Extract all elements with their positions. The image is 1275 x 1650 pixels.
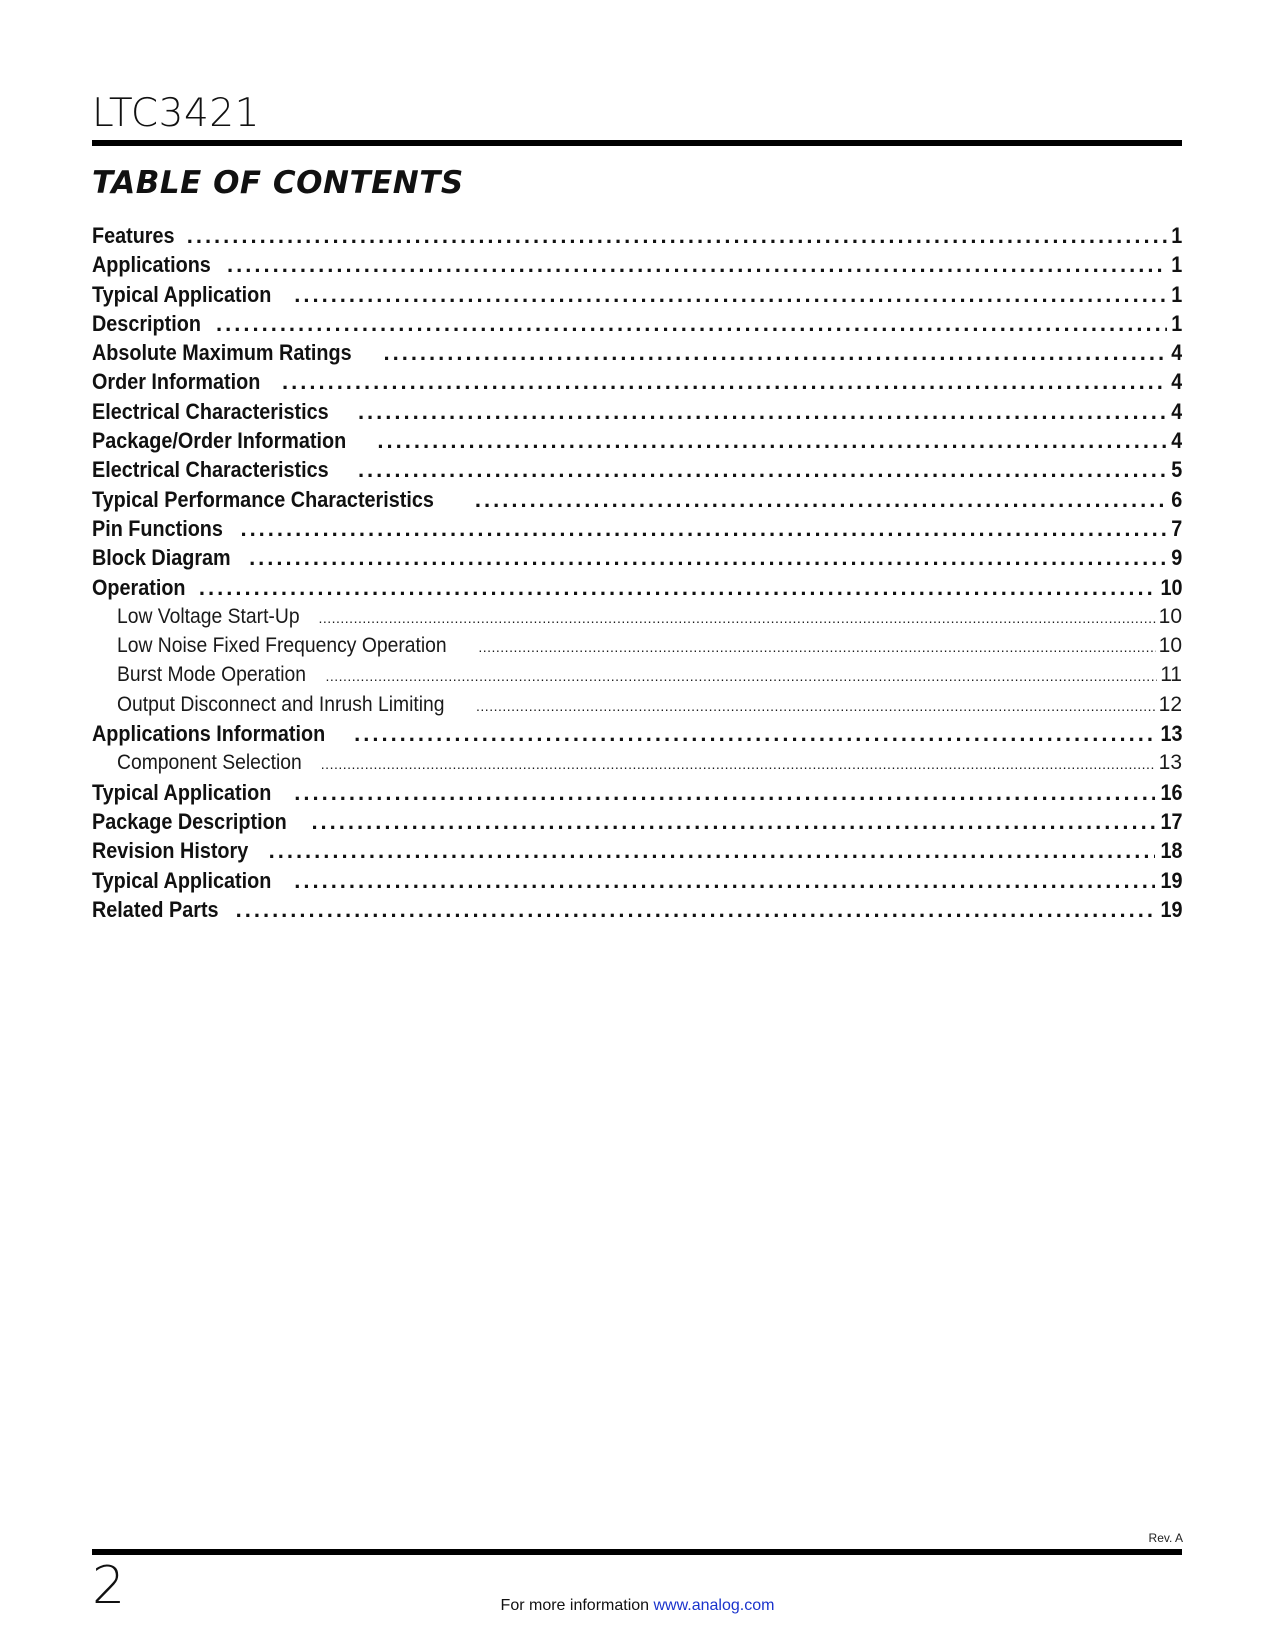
toc-entry-page: 4 bbox=[1170, 369, 1182, 395]
toc-entry[interactable] bbox=[92, 836, 1182, 865]
dot-leader bbox=[377, 426, 1166, 455]
toc-entry-label: Low Voltage Start-Up bbox=[117, 604, 300, 628]
toc-subentry[interactable] bbox=[92, 660, 1182, 689]
toc-entry-label: Electrical Characteristics bbox=[92, 398, 329, 424]
toc-entry-label: Operation bbox=[92, 574, 186, 600]
footer-info bbox=[0, 1597, 1275, 1615]
toc-subentry[interactable] bbox=[92, 690, 1182, 719]
toc-entry[interactable] bbox=[92, 895, 1182, 924]
toc-entry-label: Typical Application bbox=[92, 779, 272, 805]
dot-leader bbox=[236, 895, 1155, 924]
toc-entry-page: 11 bbox=[1160, 663, 1182, 687]
toc-subentry[interactable] bbox=[92, 631, 1182, 660]
dot-leader bbox=[358, 455, 1167, 484]
dot-leader bbox=[383, 338, 1166, 367]
toc-entry-page: 4 bbox=[1170, 428, 1182, 454]
toc-entry-label: Output Disconnect and Inrush Limiting bbox=[117, 692, 445, 716]
toc-entry-page: 19 bbox=[1159, 896, 1182, 922]
toc-entry[interactable] bbox=[92, 397, 1182, 426]
dot-leader bbox=[321, 748, 1156, 777]
header-rule bbox=[92, 140, 1182, 146]
toc-entry-label: Applications Information bbox=[92, 721, 326, 747]
page-title: TABLE OF CONTENTS bbox=[92, 165, 464, 201]
dot-leader bbox=[216, 309, 1167, 338]
toc-entry[interactable] bbox=[92, 455, 1182, 484]
toc-entry-page: 9 bbox=[1170, 545, 1182, 571]
toc-entry[interactable] bbox=[92, 221, 1182, 250]
toc-entry-label: Component Selection bbox=[117, 751, 302, 775]
toc-entry-page: 6 bbox=[1170, 486, 1182, 512]
toc-entry-page: 16 bbox=[1159, 779, 1182, 805]
toc-entry-label: Typical Application bbox=[92, 867, 272, 893]
dot-leader bbox=[294, 866, 1154, 895]
toc-entry-page: 5 bbox=[1170, 457, 1182, 483]
dot-leader bbox=[325, 660, 1157, 689]
toc-entry[interactable] bbox=[92, 426, 1182, 455]
toc-entry-label: Absolute Maximum Ratings bbox=[92, 340, 352, 366]
toc-entry[interactable] bbox=[92, 778, 1182, 807]
dot-leader bbox=[227, 250, 1167, 279]
dot-leader bbox=[354, 719, 1154, 748]
website-link[interactable]: www.analog.com bbox=[653, 1597, 775, 1614]
toc-entry-label: Low Noise Fixed Frequency Operation bbox=[117, 634, 447, 658]
toc-entry-page: 1 bbox=[1170, 310, 1182, 336]
toc-entry-page: 10 bbox=[1158, 604, 1182, 628]
toc-entry-page: 4 bbox=[1170, 398, 1182, 424]
toc-entry[interactable] bbox=[92, 367, 1182, 396]
toc-entry-page: 19 bbox=[1159, 867, 1182, 893]
toc-entry[interactable] bbox=[92, 280, 1182, 309]
toc-entry-label: Revision History bbox=[92, 838, 249, 864]
toc-entry-page: 1 bbox=[1170, 223, 1182, 248]
toc-entry-label: Typical Application bbox=[92, 281, 272, 307]
dot-leader bbox=[478, 631, 1155, 660]
toc-entry-page: 18 bbox=[1159, 838, 1182, 864]
toc-entry[interactable] bbox=[92, 573, 1182, 602]
dot-leader bbox=[240, 514, 1166, 543]
toc-entry[interactable] bbox=[92, 719, 1182, 748]
dot-leader bbox=[294, 778, 1154, 807]
toc-entry-label: Electrical Characteristics bbox=[92, 457, 329, 483]
toc-entry-label: Description bbox=[92, 310, 201, 336]
dot-leader bbox=[475, 485, 1167, 514]
dot-leader bbox=[199, 573, 1155, 602]
dot-leader bbox=[318, 602, 1155, 631]
page-number: 2 bbox=[92, 1556, 126, 1616]
toc-entry-page: 17 bbox=[1159, 808, 1182, 834]
toc-entry-label: Package Description bbox=[92, 808, 287, 834]
toc-entry-label: Order Information bbox=[92, 369, 261, 395]
toc-entry[interactable] bbox=[92, 543, 1182, 572]
table-of-contents bbox=[92, 221, 1182, 924]
toc-entry[interactable] bbox=[92, 866, 1182, 895]
dot-leader bbox=[311, 807, 1154, 836]
dot-leader bbox=[269, 836, 1155, 865]
toc-entry-page: 1 bbox=[1170, 252, 1182, 278]
toc-entry-page: 4 bbox=[1170, 340, 1182, 366]
toc-entry-label: Applications bbox=[92, 252, 211, 278]
toc-entry-label: Related Parts bbox=[92, 896, 219, 922]
toc-entry-label: Package/Order Information bbox=[92, 428, 347, 454]
toc-entry-label: Block Diagram bbox=[92, 545, 231, 571]
toc-entry[interactable] bbox=[92, 309, 1182, 338]
footer-rule bbox=[92, 1549, 1182, 1555]
dot-leader bbox=[282, 367, 1167, 396]
toc-entry-page: 13 bbox=[1158, 751, 1182, 775]
toc-entry[interactable] bbox=[92, 250, 1182, 279]
revision-label: Rev. A bbox=[1148, 1531, 1183, 1545]
toc-subentry[interactable] bbox=[92, 602, 1182, 631]
toc-entry[interactable] bbox=[92, 807, 1182, 836]
toc-entry-label: Pin Functions bbox=[92, 515, 223, 541]
toc-entry[interactable] bbox=[92, 514, 1182, 543]
toc-entry-page: 10 bbox=[1159, 574, 1182, 600]
toc-entry-page: 7 bbox=[1170, 515, 1182, 541]
toc-entry-page: 12 bbox=[1158, 692, 1182, 716]
toc-entry-page: 1 bbox=[1170, 281, 1182, 307]
toc-entry-page: 13 bbox=[1159, 721, 1182, 747]
toc-entry-page: 10 bbox=[1158, 634, 1182, 658]
part-number: LTC3421 bbox=[92, 91, 260, 136]
dot-leader bbox=[294, 280, 1167, 309]
dot-leader bbox=[358, 397, 1167, 426]
toc-entry[interactable] bbox=[92, 338, 1182, 367]
toc-entry[interactable] bbox=[92, 485, 1182, 514]
dot-leader bbox=[249, 543, 1167, 572]
toc-entry-label: Typical Performance Characteristics bbox=[92, 486, 434, 512]
footer-info-text: For more information bbox=[500, 1597, 650, 1614]
dot-leader bbox=[476, 690, 1156, 719]
dot-leader bbox=[187, 221, 1167, 250]
toc-entry-label: Features bbox=[92, 223, 175, 248]
toc-entry-label: Burst Mode Operation bbox=[117, 663, 307, 687]
toc-subentry[interactable] bbox=[92, 748, 1182, 777]
